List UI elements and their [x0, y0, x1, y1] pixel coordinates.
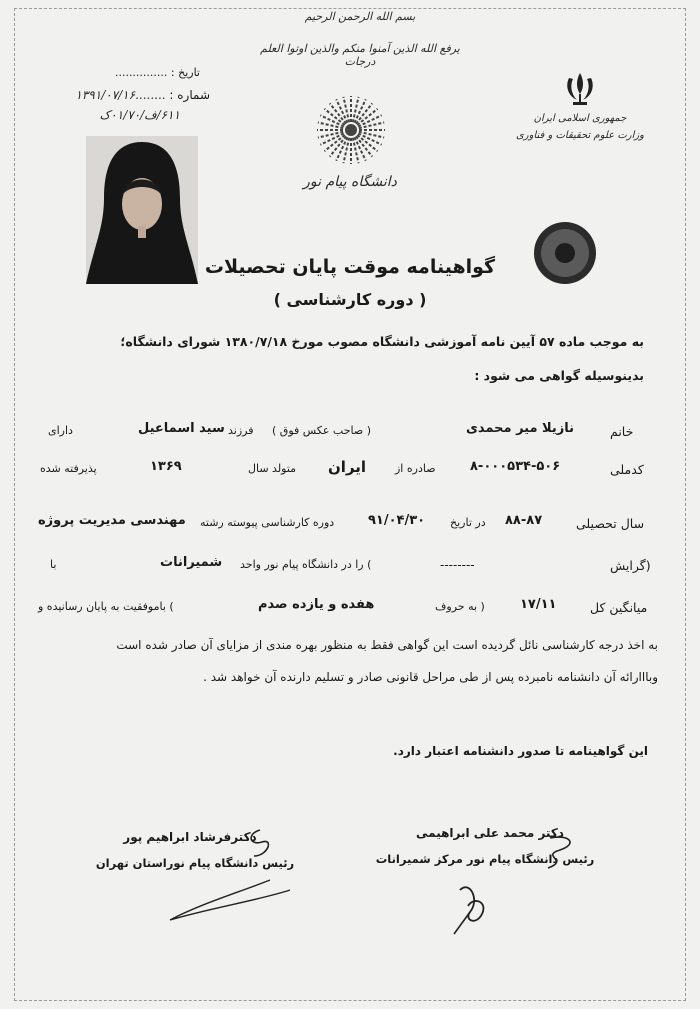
label-gpa: میانگین کل — [590, 600, 648, 615]
right-signature — [430, 830, 590, 940]
gpa-value: ۱۷/۱۱ — [520, 597, 557, 612]
label-child-of: فرزند — [228, 424, 254, 437]
left-signatory-name: دکترفرشاد ابراهیم پور — [123, 830, 257, 844]
certificate-title: گواهینامه موقت پایان تحصیلات — [204, 256, 496, 278]
date-label: تاریخ : — [170, 66, 200, 79]
university-logo-icon — [313, 92, 389, 168]
number-field — [60, 88, 210, 102]
label-photo-owner: ( صاحب عکس فوق ) — [272, 424, 371, 437]
label-title: خانم — [610, 424, 634, 439]
label-national-code: کدملی — [610, 462, 644, 477]
official-seal — [532, 220, 598, 286]
certify-text: بدینوسیله گواهی می شود : — [474, 368, 644, 383]
label-on-date: در تاریخ — [450, 516, 486, 529]
label-unit: ) را در دانشگاه پیام نور واحد — [240, 558, 372, 571]
bismillah: بسم الله الرحمن الرحيم — [304, 10, 416, 23]
label-birth-year: متولد سال — [248, 462, 297, 475]
left-signature — [150, 820, 310, 930]
preamble-text: به موجب ماده ۵۷ آیین نامه آموزشی دانشگاه مصوب مورخ ۱۳۸۰/۷/۱۸ شورای دانشگاه؛ — [120, 334, 644, 349]
unit-name: شمیرانات — [160, 555, 223, 570]
right-signatory-name: دکتر محمد علی ابراهیمی — [416, 826, 564, 840]
father-name: سید اسماعیل — [138, 421, 225, 436]
number-label: شماره : — [169, 88, 210, 102]
certificate-subtitle: ( دوره کارشناسی ) — [273, 290, 427, 309]
label-in-words: ( به حروف — [435, 600, 485, 613]
iran-emblem-icon — [560, 70, 600, 108]
date-field — [90, 66, 200, 79]
national-code: ۸-۰۰۰۵۳۴-۵۰۶ — [470, 459, 561, 474]
label-branch: (گرایش — [610, 558, 651, 573]
gpa-in-words: هفده و یازده صدم — [258, 597, 375, 612]
label-completed: ) باموفقیت به پایان رسانیده و — [38, 600, 174, 613]
label-course: دوره کارشناسی پیوسته رشته — [200, 516, 335, 529]
label-has: دارای — [48, 424, 73, 437]
right-signatory-title: رئیس دانشگاه پیام نور مرکز شمیرانات — [375, 852, 595, 866]
number-value: ........۱۳۹۱/۰۷/۱۶ — [75, 88, 166, 102]
birth-year: ۱۳۶۹ — [150, 459, 182, 474]
label-academic-year: سال تحصیلی — [576, 516, 645, 531]
validity-note: این گواهینامه تا صدور دانشنامه اعتبار دارد. — [393, 744, 648, 758]
label-admitted: پذیرفته شده — [40, 462, 97, 475]
field-of-study: مهندسی مدیریت پروژه — [38, 513, 186, 528]
issuance-statement: وبااارائه آن دانشنامه نامبرده پس از طی مراحل قانونی صادر و تسلیم دارنده آن خواهد شد . — [203, 670, 658, 684]
date-value: ............... — [114, 66, 168, 79]
graduation-date: ۹۱/۰۴/۳۰ — [368, 513, 426, 528]
country-name: جمهوری اسلامی ایران — [533, 113, 627, 124]
issued-country: ایران — [328, 458, 367, 476]
student-name: نازیلا میر محمدی — [466, 421, 575, 436]
label-with: با — [50, 558, 57, 571]
degree-statement: به اخذ درجه کارشناسی نائل گردیده است این گواهی فقط به منظور بهره مندی از مزایای آن صادر شده است — [116, 638, 658, 652]
branch-value: -------- — [440, 558, 475, 572]
verse-line: يرفع الله الذين آمنوا منكم والذين اوتوا العلم درجات — [260, 42, 460, 68]
label-issued-from: صادره از — [395, 462, 436, 475]
academic-year: ۸۸-۸۷ — [505, 513, 543, 528]
left-signatory-title: رئیس دانشگاه پیام نوراستان تهران — [95, 856, 295, 870]
ministry-name: وزارت علوم تحقیقات و فناوری — [515, 130, 645, 141]
reference-number: ۶۱۱/ف/۰۱/۷۰ک — [99, 108, 180, 122]
university-name: دانشگاه پیام نور — [303, 174, 397, 190]
